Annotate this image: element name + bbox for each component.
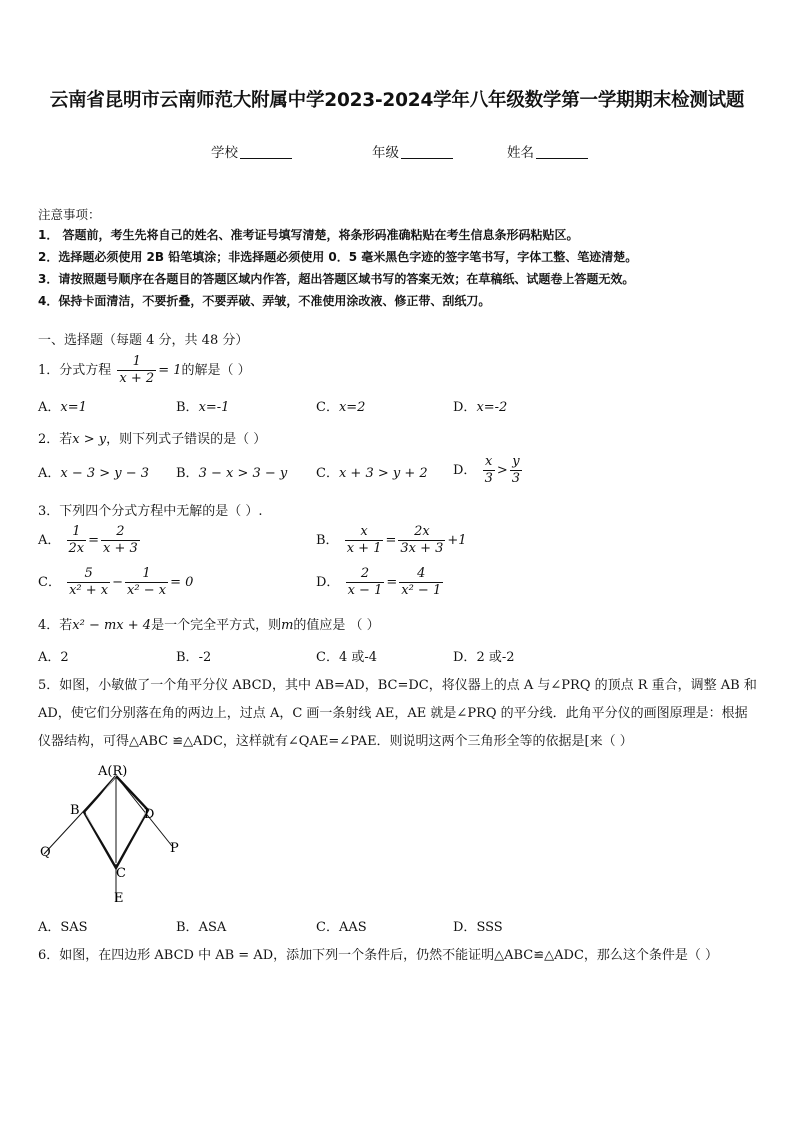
q4-option-d: D．2 或-2 [453, 650, 515, 665]
notes-heading: 注意事项： [38, 207, 101, 222]
label-a-r: A(R) [98, 764, 128, 779]
question-6: 6．如图，在四边形 ABCD 中 AB = AD，添加下列一个条件后，仍然不能证明△ABC≌△ADC，那么这个条件是（ ） [38, 948, 719, 963]
q2-suffix: ，则下列式子错误的是（ ） [106, 432, 267, 447]
q1-prefix: 1．分式方程 [38, 363, 112, 378]
q1-fraction [117, 354, 156, 387]
note-item: 1． 答题前，考生先将自己的姓名、准考证号填写清楚，将条形码准确粘贴在考生信息条形码粘贴区。 [38, 228, 579, 242]
q3-option-d: D． $\frac{2}{x - 1}$ = $\frac{4}{\text{x² − 1}}$ [316, 566, 442, 598]
q2-option-c: C．x + 3 > y + 2 [316, 466, 428, 481]
q4-option-c: C．4 或-4 [316, 650, 378, 665]
name-blank [536, 145, 588, 159]
q5-option-b: B．ASA [176, 920, 227, 935]
q1-option-b: B．x=-1 [176, 400, 230, 415]
q4-option-b: B．-2 [176, 650, 212, 665]
label-p: P [170, 841, 179, 856]
question-2 [38, 428, 266, 447]
q5-option-a: A．SAS [38, 920, 88, 935]
q2-option-a: A．x − 3 > y − 3 [38, 466, 150, 481]
q1-option-c: C．x=2 [316, 400, 366, 415]
question-3: 3．下列四个分式方程中无解的是（ ）. [38, 504, 263, 519]
label-d: D [144, 807, 155, 822]
school-field [211, 141, 292, 161]
note-item: 3．请按照题号顺序在各题目的答题区域内作答，超出答题区域书写的答案无效；在草稿纸、试题卷上答题无效。 [38, 272, 635, 286]
q4-option-a: A．2 [38, 650, 69, 665]
grade-blank [401, 145, 453, 159]
q1-numerator: 1 [132, 354, 141, 369]
q5-option-c: C．AAS [316, 920, 367, 935]
exam-title: 云南省昆明市云南师范大附属中学2023-2024学年八年级数学第一学期期末检测试题 [49, 90, 745, 111]
q1-option-a: A．x=1 [38, 400, 87, 415]
note-item: 2．选择题必须使用 2B 铅笔填涂；非选择题必须使用 0．5 毫米黑色字迹的签字笔书写，字体工整、笔迹清楚。 [38, 250, 638, 264]
angle-bisector-figure [36, 762, 196, 912]
q1-suffix: 的解是（ ） [181, 363, 251, 378]
label-c: C [116, 866, 126, 881]
question-4: 4．若x² − mx + 4是一个完全平方式，则m的值应是 （ ） [38, 618, 380, 633]
section-heading: 一、选择题（每题 4 分，共 48 分） [38, 333, 249, 348]
label-b: B [70, 803, 80, 818]
name-label: 姓名 [507, 145, 534, 161]
label-e: E [114, 891, 124, 906]
q3-option-a: A． $\frac{1}{2x}$ = $\frac{2}{x + 3}$ [38, 524, 138, 556]
q3-option-c: C． $\frac{5}{\text{x² + x}}$ − $\frac{1}{\text{x² − x}}$ = 0 [38, 566, 194, 598]
question-5: 5．如图，小敏做了一个角平分仪 ABCD，其中 AB=AD，BC=DC，将仪器上的点 A 与∠PRQ 的顶点 R 重合，调整 AB 和 AD，使它们分别落在角的两边上，过点 A，C 画一条射线 AE，AE 就是∠PRQ 的平分线．此角平分仪的画图原理是：根据仪器结构，可得△ABC ≌△ADC，这样就有∠QAE=∠PAE．则说明这两个三角形全等的依据是[来（ ） [38, 678, 757, 749]
grade-field [372, 141, 453, 161]
q3-option-b: B． $\frac{x}{x + 1}$ = $\frac{2x}{3x + 3}$ +1 [316, 524, 467, 556]
q2-condition: x > y [72, 432, 107, 447]
name-field [507, 141, 588, 161]
school-label: 学校 [211, 145, 238, 161]
q1-option-d: D．x=-2 [453, 400, 508, 415]
school-blank [240, 145, 292, 159]
q2-option-d: D． $\frac{x}{3}$ > $\frac{y}{3}$ [453, 454, 521, 486]
label-q: Q [40, 845, 51, 860]
q2-option-b: B．3 − x > 3 − y [176, 466, 288, 481]
q1-denominator: x + 2 [119, 371, 155, 386]
question-1 [38, 354, 251, 387]
note-item: 4．保持卡面清洁，不要折叠，不要弄破、弄皱，不准使用涂改液、修正带、刮纸刀。 [38, 294, 491, 308]
q2-prefix: 2．若 [38, 432, 73, 447]
q1-rhs: = 1 [158, 363, 182, 378]
q5-option-d: D．SSS [453, 920, 503, 935]
grade-label: 年级 [372, 145, 399, 161]
